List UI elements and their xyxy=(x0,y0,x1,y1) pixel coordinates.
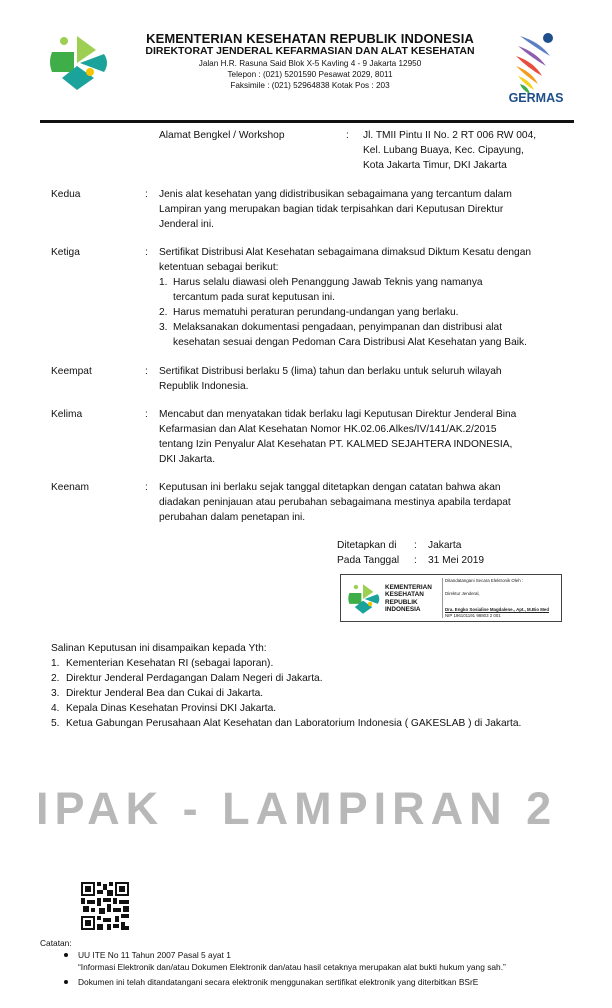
salinan-item: Kementerian Kesehatan RI (sebagai laporan). xyxy=(66,658,274,669)
salinan-item: Kepala Dinas Kesehatan Provinsi DKI Jakarta. xyxy=(66,703,277,714)
catatan-line: “Informasi Elektronik dan/atau Dokumen Elektronik dan/atau hasil cetaknya merupakan alat bukti hukum yang sah.” xyxy=(78,962,506,972)
ketiga-item-line: Melaksanakan dokumentasi pengadaan, penyimpanan dan distribusi alat xyxy=(173,322,503,333)
stamp-nip: NIP 196101191 98803 2 001 xyxy=(445,613,501,618)
salinan-intro: Salinan Keputusan ini disampaikan kepada Yth: xyxy=(51,643,267,654)
catatan-item xyxy=(78,976,478,988)
keempat-text xyxy=(159,364,563,394)
salinan-num: 5. xyxy=(51,718,60,729)
kedua-text xyxy=(159,187,561,232)
salinan-num: 2. xyxy=(51,673,60,684)
kelima-colon: : xyxy=(145,409,148,420)
header-divider xyxy=(40,120,574,123)
ketiga-item-line: kesehatan sesuai dengan Pedoman Cara Distribusi Alat Kesehatan yang Baik. xyxy=(173,337,527,348)
catatan-label: Catatan: xyxy=(40,938,72,948)
keenam-line: diadakan peninjauan atau perubahan sebagaimana mestinya apabila terdapat xyxy=(159,497,511,508)
keenam-text xyxy=(159,480,563,525)
kedua-label: Kedua xyxy=(51,189,81,200)
header-fax: Faksimile : (021) 52964838 Kotak Pos : 203 xyxy=(230,81,390,90)
workshop-address-line: Kota Jakarta Timur, DKI Jakarta xyxy=(363,160,507,171)
bullet-icon xyxy=(64,953,68,957)
header-title: KEMENTERIAN KESEHATAN REPUBLIK INDONESIA xyxy=(146,31,474,46)
kelima-text xyxy=(159,407,563,467)
keenam-line: Keputusan ini berlaku sejak tanggal ditetapkan dengan catatan bahwa akan xyxy=(159,482,501,493)
kedua-line: Jenderal ini. xyxy=(159,219,214,230)
ketiga-item-line: Harus selalu diawasi oleh Penanggung Jawab Teknis yang namanya xyxy=(173,277,483,288)
ketiga-label: Ketiga xyxy=(51,247,80,258)
penetapan-date-value: 31 Mei 2019 xyxy=(428,555,485,566)
ketiga-colon: : xyxy=(145,247,148,258)
penetapan-place-label: Ditetapkan di xyxy=(337,540,397,551)
ketiga-intro-line: Sertifikat Distribusi Alat Kesehatan sebagaimana dimaksud Diktum Kesatu dengan xyxy=(159,247,532,258)
kelima-line: Mencabut dan menyatakan tidak berlaku lagi Keputusan Direktur Jenderal Bina xyxy=(159,409,517,420)
keempat-label: Keempat xyxy=(51,366,92,377)
ketiga-intro xyxy=(159,245,563,275)
kelima-line: Kefarmasian dan Alat Kesehatan Nomor HK.02.06.Alkes/IV/141/AK.2/2015 xyxy=(159,424,497,435)
stamp-org-line: KESEHATAN xyxy=(385,591,424,599)
stamp-position: Direktur Jenderal, xyxy=(445,591,480,596)
lampiran-watermark: IPAK - LAMPIRAN 2 xyxy=(36,783,558,834)
ketiga-item xyxy=(173,275,563,305)
kelima-line: tentang Izin Penyalur Alat Kesehatan PT. KALMED SEJAHTERA INDONESIA, xyxy=(159,439,513,450)
penetapan-colon: : xyxy=(414,555,417,566)
stamp-signed-note: Ditandatangani Secara Elektronik Oleh : xyxy=(445,578,524,583)
kelima-line: DKI Jakarta. xyxy=(159,454,216,465)
catatan-line: UU ITE No 11 Tahun 2007 Pasal 5 ayat 1 xyxy=(78,950,231,960)
ketiga-intro-line: ketentuan sebagai berikut: xyxy=(159,262,279,273)
workshop-address-line: Jl. TMII Pintu II No. 2 RT 006 RW 004, xyxy=(363,130,537,141)
keempat-line: Republik Indonesia. xyxy=(159,381,249,392)
stamp-org-line: KEMENTERIAN xyxy=(385,584,432,591)
ketiga-item-num: 3. xyxy=(159,322,168,333)
stamp-org-line: REPUBLIK xyxy=(385,598,418,606)
penetapan-place-value: Jakarta xyxy=(428,540,462,551)
stamp-signer-name: Dra. Engko Sosialine Magdalene., Apt., M.Bio Med xyxy=(445,607,550,612)
ketiga-item-num: 2. xyxy=(159,307,168,318)
workshop-address-line: Kel. Lubang Buaya, Kec. Cipayung, xyxy=(363,145,524,156)
salinan-item: Direktur Jenderal Bea dan Cukai di Jakarta. xyxy=(66,688,264,699)
header-phone: Telepon : (021) 5201590 Pesawat 2029, 8011 xyxy=(227,70,393,79)
ketiga-item-line: Harus mematuhi peraturan perundang-undangan yang berlaku. xyxy=(173,307,459,318)
keenam-label: Keenam xyxy=(51,482,89,493)
salinan-item: Ketua Gabungan Perusahaan Alat Kesehatan dan Laboratorium Indonesia ( GAKESLAB ) di Jakarta. xyxy=(66,718,522,729)
ketiga-item xyxy=(173,320,563,350)
penetapan-colon: : xyxy=(414,540,417,551)
kemenkes-logo xyxy=(44,32,110,94)
kedua-colon: : xyxy=(145,189,148,200)
ketiga-item-num: 1. xyxy=(159,277,168,288)
header-address: Jalan H.R. Rasuna Said Blok X-5 Kavling 4 - 9 Jakarta 12950 xyxy=(198,59,422,68)
stamp-org-line: INDONESIA xyxy=(385,606,421,614)
catatan-line: Dokumen ini telah ditandatangani secara elektronik menggunakan sertifikat elektronik yang diterbitkan BSrE xyxy=(78,977,479,987)
stamp-organization xyxy=(385,584,432,614)
penetapan-date-label: Pada Tanggal xyxy=(337,555,400,566)
ketiga-item-line: tercantum pada surat keputusan ini. xyxy=(173,292,335,303)
germas-label: GERMAS xyxy=(508,91,564,105)
kedua-line: Jenis alat kesehatan yang didistribusikan sebagaimana yang tercantum dalam xyxy=(159,189,512,200)
kemenkes-logo-small xyxy=(345,582,381,616)
keenam-colon: : xyxy=(145,482,148,493)
workshop-colon: : xyxy=(346,130,349,141)
keenam-line: perubahan dalam penetapan ini. xyxy=(159,512,306,523)
bullet-icon xyxy=(64,980,68,984)
header-subtitle: DIREKTORAT JENDERAL KEFARMASIAN DAN ALAT KESEHATAN xyxy=(145,45,475,57)
kelima-label: Kelima xyxy=(51,409,83,420)
salinan-num: 1. xyxy=(51,658,60,669)
keempat-line: Sertifikat Distribusi berlaku 5 (lima) tahun dan berlaku untuk seluruh wilayah xyxy=(159,366,502,377)
keempat-colon: : xyxy=(145,366,148,377)
qr-code-icon xyxy=(81,882,129,930)
catatan-item xyxy=(78,949,506,973)
stamp-divider xyxy=(442,578,443,618)
workshop-address xyxy=(363,128,563,173)
salinan-item: Direktur Jenderal Perdagangan Dalam Negeri di Jakarta. xyxy=(66,673,323,684)
ketiga-item xyxy=(173,305,563,320)
workshop-label: Alamat Bengkel / Workshop xyxy=(159,130,285,141)
salinan-num: 3. xyxy=(51,688,60,699)
electronic-signature-stamp xyxy=(340,574,562,622)
salinan-num: 4. xyxy=(51,703,60,714)
kedua-line: Lampiran yang merupakan bagian tidak terpisahkan dari Keputusan Direktur xyxy=(159,204,504,215)
